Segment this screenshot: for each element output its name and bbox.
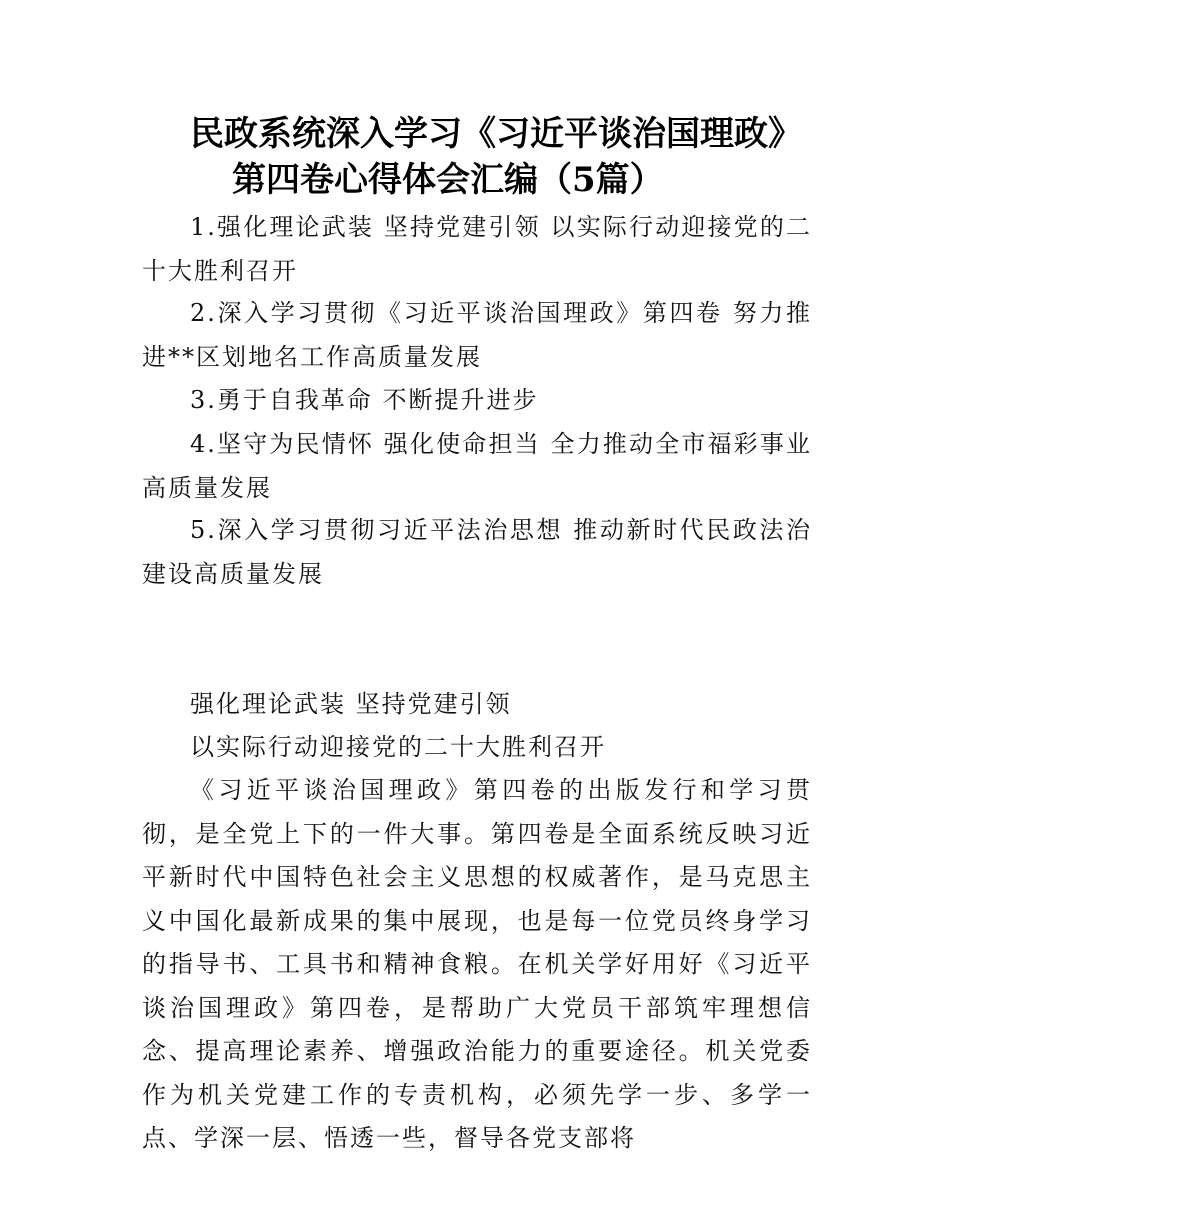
toc-item-2: 2.深入学习贯彻《习近平谈治国理政》第四卷 努力推进**区划地名工作高质量发展	[142, 299, 812, 371]
toc-item-1: 1.强化理论武装 坚持党建引领 以实际行动迎接党的二十大胜利召开	[142, 213, 812, 285]
document-title-line-1: 民政系统深入学习《习近平谈治国理政》	[190, 114, 802, 154]
article-paragraph: 《习近平谈治国理政》第四卷的出版发行和学习贯彻，是全党上下的一件大事。第四卷是全面系统反映习近平新时代中国特色社会主义思想的权威著作，是马克思主义中国化最新成果的集中展现，也是每一位党员终身学习的指导书、工具书和精神食粮。在机关学好用好《习近平谈治国理政》第四卷，是帮助广大党员干部筑牢理想信念、提高理论素养、增强政治能力的重要途径。机关党委作为机关党建工作的专责机构，必须先学一步、多学一点、学深一层、悟透一些，督导各党支部将	[142, 776, 812, 1152]
document-title-line-2: 第四卷心得体会汇编（5篇）	[232, 160, 664, 200]
toc-item-4: 4.坚守为民情怀 强化使命担当 全力推动全市福彩事业高质量发展	[142, 430, 812, 502]
article-heading-line-1: 强化理论武装 坚持党建引领	[190, 690, 512, 718]
toc-item-3: 3.勇于自我革命 不断提升进步	[190, 386, 539, 414]
toc-item-5: 5.深入学习贯彻习近平法治思想 推动新时代民政法治建设高质量发展	[142, 516, 812, 588]
article-heading-line-2: 以实际行动迎接党的二十大胜利召开	[190, 733, 606, 761]
